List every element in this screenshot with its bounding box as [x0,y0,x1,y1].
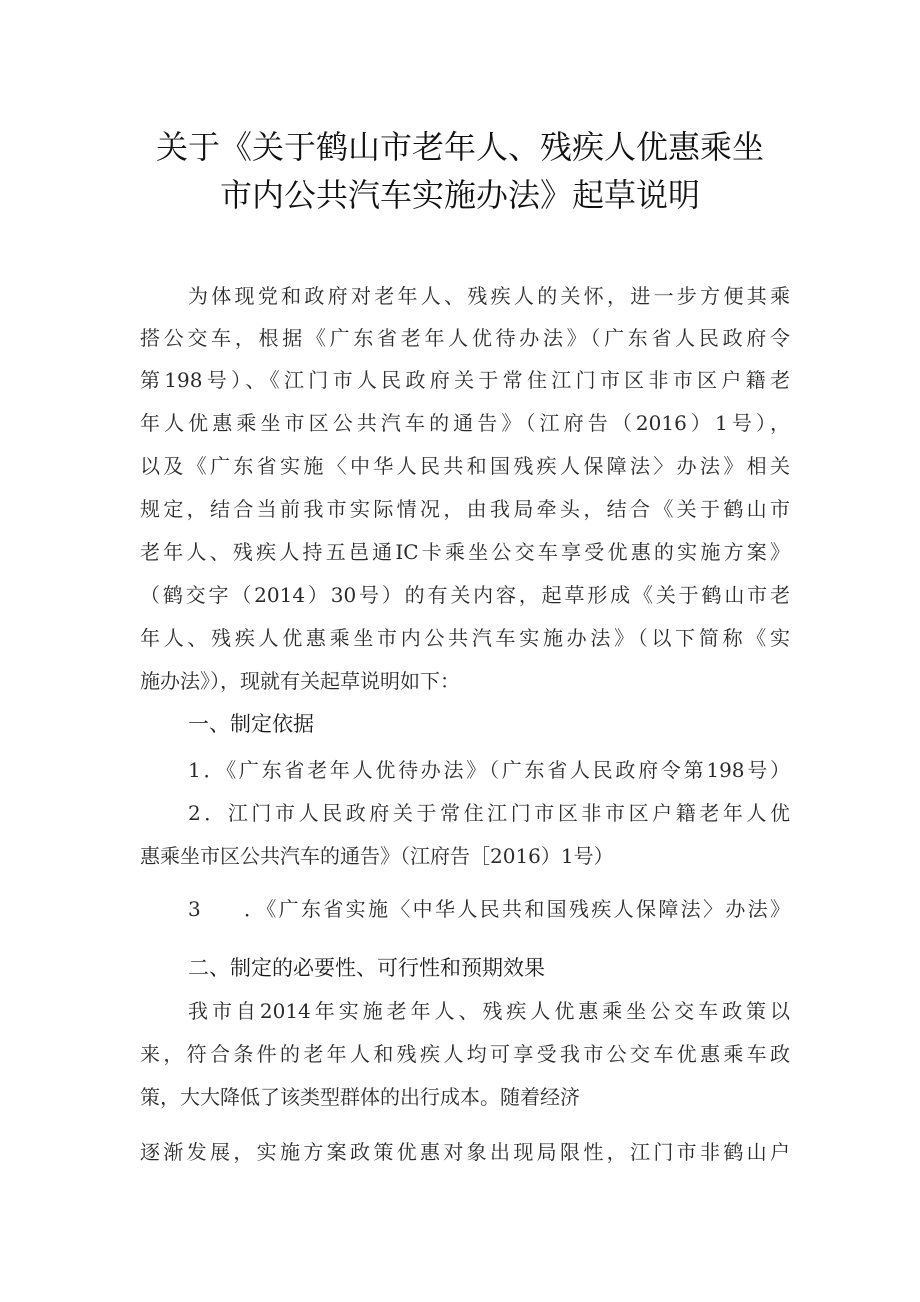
basis-item-2-line-1: 2．江门市人民政府关于常住江门市区非市区户籍老年人优 [188,801,790,825]
basis-item-2-line-2: 惠乘坐市区公共汽车的通告》（江府告［2016）1号） [140,844,614,868]
document-title-line-2: 市内公共汽车实施办法》起草说明 [219,176,700,214]
intro-line: 年人优惠乘坐市区公共汽车的通告》（江府告（2016）1号）， [140,411,790,435]
intro-line: 规定，结合当前我市实际情况，由我局牵头，结合《关于鹤山市 [140,497,790,521]
intro-line: 以及《广东省实施〈中华人民共和国残疾人保障法〉办法》相关 [140,454,790,478]
intro-line: 为体现党和政府对老年人、残疾人的关怀，进一步方便其乘 [188,284,790,308]
section-2-paragraph-line: 策，大大降低了该类型群体的出行成本。随着经济 [140,1085,580,1109]
section-2-paragraph-line: 逐渐发展，实施方案政策优惠对象出现局限性，江门市非鹤山户 [140,1140,790,1164]
intro-line: （鹤交字（2014）30号）的有关内容，起草形成《关于鹤山市老 [140,583,790,607]
basis-item-3-text: ．《广东省实施〈中华人民共和国残疾人保障法〉办法》 [244,897,790,921]
intro-line: 第198号）、《江门市人民政府关于常住江门市区非市区户籍老 [140,368,790,392]
intro-line: 老年人、残疾人持五邑通IC卡乘坐公交车享受优惠的实施方案》 [140,540,790,564]
section-2-paragraph-line: 来，符合条件的老年人和残疾人均可享受我市公交车优惠乘车政 [140,1042,790,1066]
document-title-line-1: 关于《关于鹤山市老年人、残疾人优惠乘坐 [155,128,764,166]
intro-line: 施办法》），现就有关起草说明如下： [140,669,460,693]
basis-item-1: 1．《广东省老年人优待办法》（广东省人民政府令第198号） [188,758,790,782]
section-2-paragraph-line: 我市自2014年实施老年人、残疾人优惠乘坐公交车政策以 [188,999,790,1023]
intro-line: 搭公交车，根据《广东省老年人优待办法》（广东省人民政府令 [140,326,790,350]
intro-line: 年人、残疾人优惠乘坐市内公共汽车实施办法》（以下简称《实 [140,626,790,650]
section-2-heading: 二、制定的必要性、可行性和预期效果 [188,956,545,980]
basis-item-3-number: 3 [188,897,201,921]
section-1-heading: 一、制定依据 [188,712,314,736]
